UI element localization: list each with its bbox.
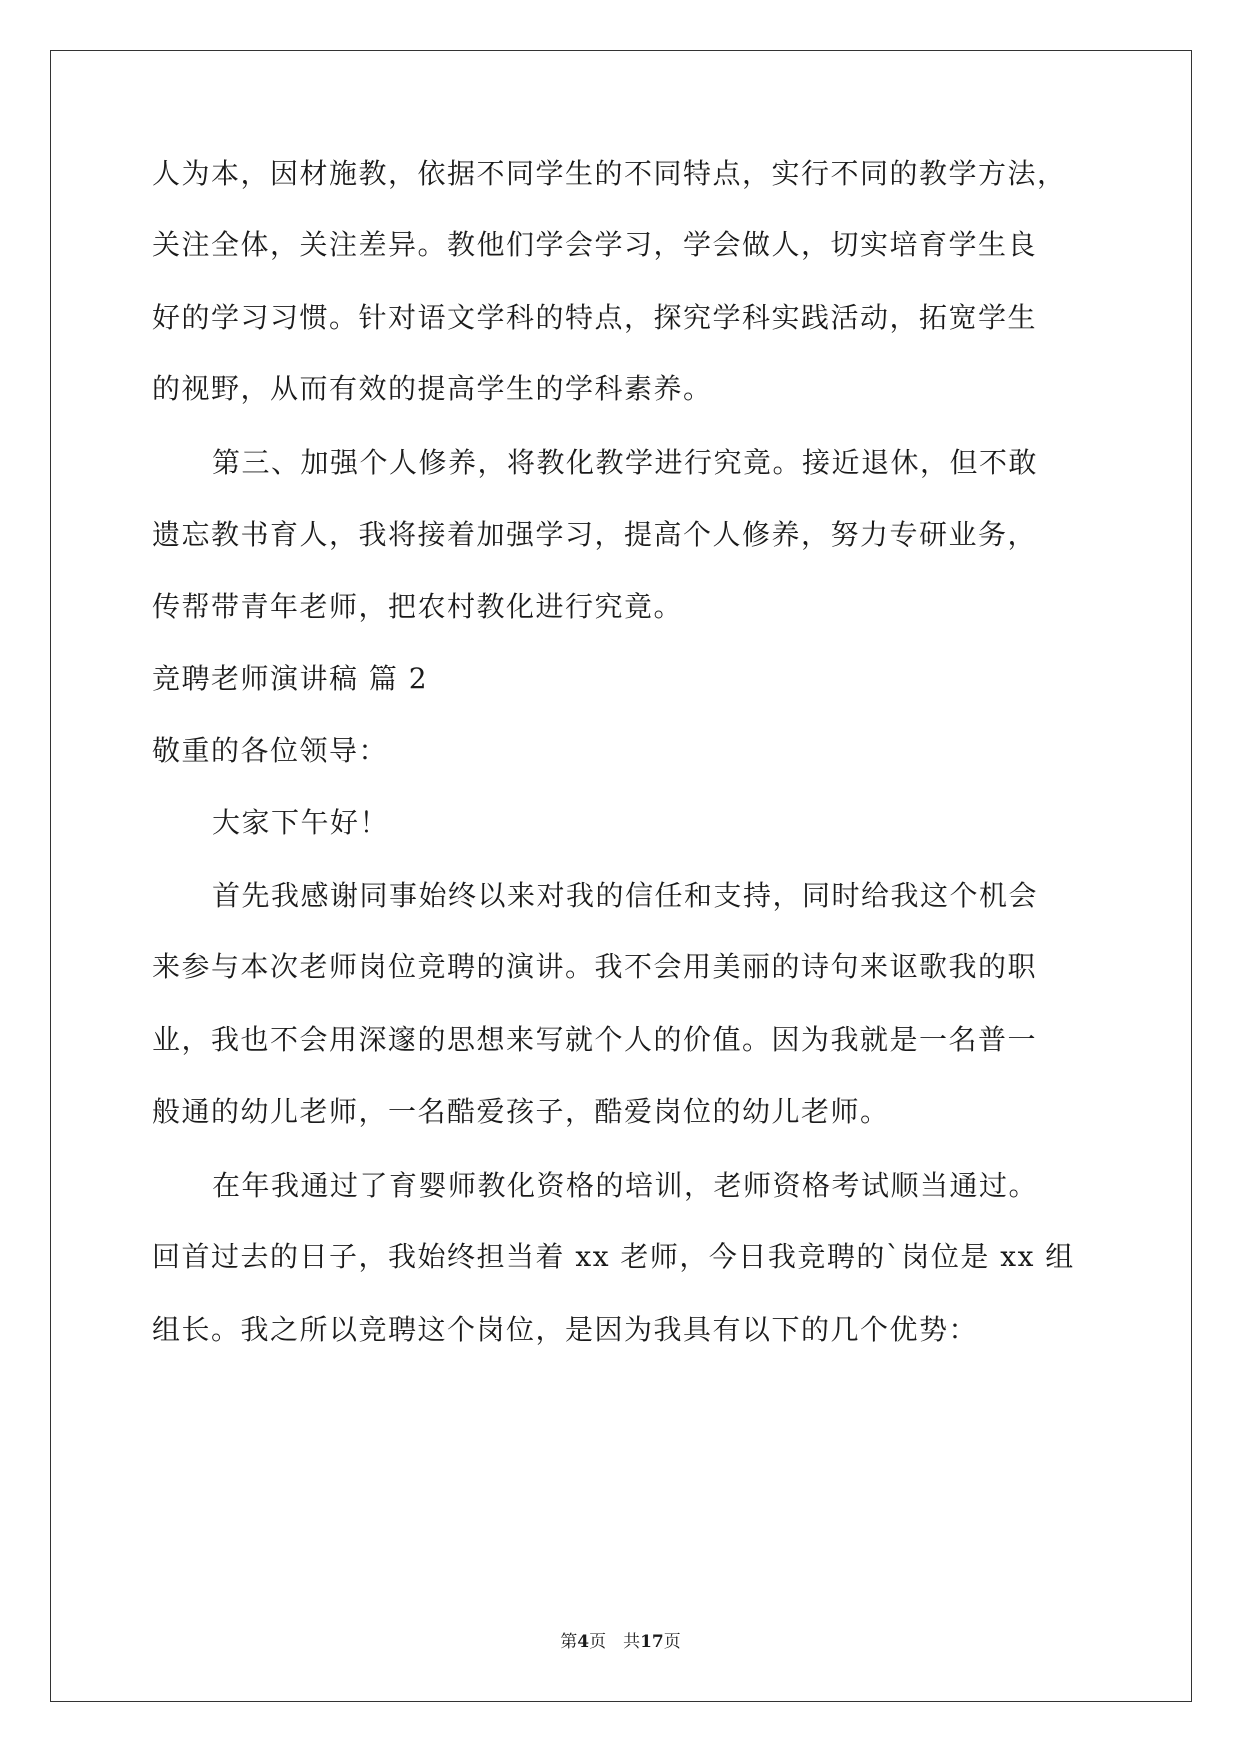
footer-prefix: 第 <box>560 1632 578 1652</box>
text-line: 人为本，因材施教，依据不同学生的不同特点，实行不同的教学方法， <box>152 157 1067 190</box>
footer-suffix: 页 <box>663 1632 681 1652</box>
footer-total-pages: 17 <box>640 1632 664 1652</box>
text-line: 组长。我之所以竞聘这个岗位，是因为我具有以下的几个优势： <box>152 1313 979 1346</box>
text-line: 回首过去的日子，我始终担当着 xx 老师，今日我竞聘的`岗位是 xx 组 <box>152 1240 1075 1273</box>
text-line: 好的学习习惯。针对语文学科的特点，探究学科实践活动，拓宽学生 <box>152 301 1038 334</box>
footer-page-number: 4 <box>577 1632 590 1652</box>
text-line: 的视野，从而有效的提高学生的学科素养。 <box>152 372 713 405</box>
text-line: 遗忘教书育人，我将接着加强学习，提高个人修养，努力专研业务， <box>152 518 1038 551</box>
text-line: 传帮带青年老师，把农村教化进行究竟。 <box>152 590 684 623</box>
text-line: 来参与本次老师岗位竞聘的演讲。我不会用美丽的诗句来讴歌我的职 <box>152 950 1038 983</box>
section-heading: 竞聘老师演讲稿 篇 2 <box>152 662 429 695</box>
text-line: 关注全体，关注差异。教他们学会学习，学会做人，切实培育学生良 <box>152 228 1038 261</box>
footer-middle: 页 共 <box>589 1632 641 1652</box>
text-line: 在年我通过了育婴师教化资格的培训，老师资格考试顺当通过。 <box>212 1169 1039 1202</box>
page-footer <box>0 1630 1241 1654</box>
text-line: 第三、加强个人修养，将教化教学进行究竟。接近退休，但不敢 <box>212 446 1039 479</box>
greeting: 大家下午好！ <box>212 806 390 839</box>
salutation: 敬重的各位领导： <box>152 734 389 767</box>
text-line: 般通的幼儿老师，一名酷爱孩子，酷爱岗位的幼儿老师。 <box>152 1095 890 1128</box>
text-line: 业，我也不会用深邃的思想来写就个人的价值。因为我就是一名普一 <box>152 1023 1038 1056</box>
text-line: 首先我感谢同事始终以来对我的信任和支持，同时给我这个机会 <box>212 879 1039 912</box>
